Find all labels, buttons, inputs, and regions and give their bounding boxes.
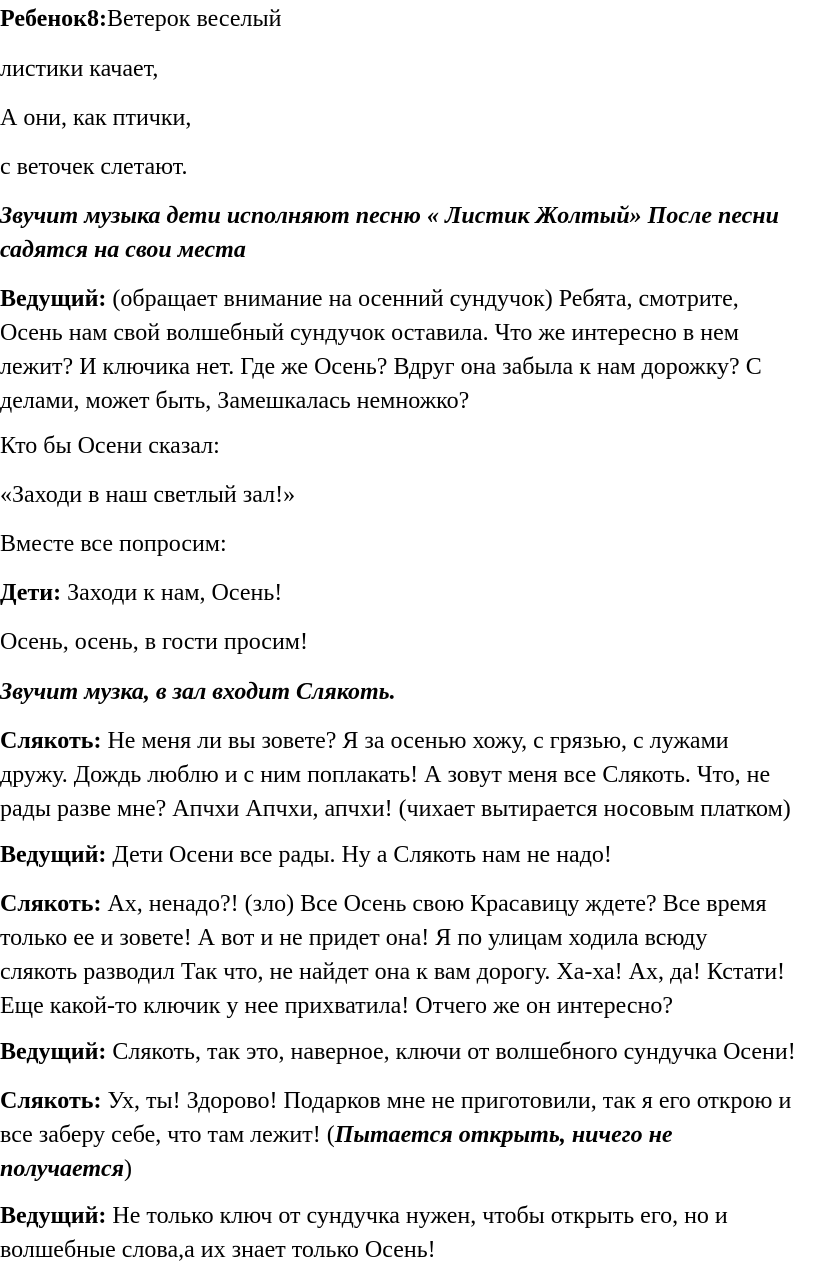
paragraph-slush [0,1084,816,1186]
paragraph-line: Еще какой-то ключик у нее прихватила! Отчего же он интересно? [0,993,674,1019]
paragraph-line [0,724,816,758]
paragraph-line [0,1084,816,1118]
speaker-label: Ведущий: [0,842,107,868]
paragraph-host [0,282,816,418]
paragraph-children [0,576,816,610]
paragraph-host [0,838,816,872]
paragraph-line: дружу. Дождь люблю и с ним поплакать! А зовут меня все Слякоть. Что, не [0,762,771,788]
paragraph-text: Ух, ты! Здорово! Подарков мне не приготовили, так я его открою и [101,1088,792,1114]
paragraph-line: только ее и зовете! А вот и не придет она! Я по улицам ходила всюду [0,925,708,951]
paragraph-text: ) [124,1156,133,1182]
paragraph-line: делами, может быть, Замешкалась немножко? [0,388,470,414]
paragraph-text: Слякоть, так это, наверное, ключи от волшебного сундучка Осени! [106,1039,796,1065]
paragraph-line: волшебные слова,а их знает только Осень! [0,1237,436,1263]
poem-line: А они, как птички, [0,105,192,131]
paragraph-line [0,1118,816,1152]
speaker-label: Слякоть: [0,1088,102,1114]
paragraph-line: слякоть разводил Так что, не найдет она к вам дорогу. Ха-ха! Ах, да! Кстати! [0,959,786,985]
stage-direction: Звучит музка, в зал входит Слякоть. [0,679,396,705]
stage-direction-line: садятся на свои места [0,237,246,263]
paragraph: «Заходи в наш светлый зал!» [0,482,296,508]
speaker-label: Слякоть: [0,728,102,754]
paragraph: Вместе все попросим: [0,531,227,557]
stage-direction-inline: получается [0,1156,125,1182]
paragraph-line [0,1199,816,1233]
poem-line: листики качает, [0,56,159,82]
paragraph-text: Ветерок веселый [106,6,282,32]
speaker-label: Ведущий: [0,1203,107,1229]
paragraph-text: (обращает внимание на осенний сундучок) Ребята, смотрите, [106,286,739,312]
paragraph-line: Осень нам свой волшебный сундучок оставила. Что же интересно в нем [0,320,739,346]
paragraph: Осень, осень, в гости просим! [0,629,308,655]
paragraph-text: Ах, ненадо?! (зло) Все Осень свою Красавицу ждете? Все время [101,891,767,917]
paragraph-text: Не только ключ от сундучка нужен, чтобы открыть его, но и [106,1203,728,1229]
paragraph-line: лежит? И ключика нет. Где же Осень? Вдруг она забыла к нам дорожку? С [0,354,762,380]
speaker-label: Ведущий: [0,1039,107,1065]
speaker-label: Ребенок8: [0,6,107,32]
paragraph-text: Дети Осени все рады. Ну а Слякоть нам не надо! [106,842,612,868]
paragraph-text: Заходи к нам, Осень! [61,580,283,606]
paragraph-slush [0,887,816,1023]
paragraph-host [0,1035,816,1069]
stage-direction [0,199,816,267]
paragraph-text: все заберу себе, что там лежит! ( [0,1122,335,1148]
paragraph-child8 [0,2,816,36]
paragraph-line [0,1152,816,1186]
paragraph-line: рады разве мне? Апчхи Апчхи, апчхи! (чихает вытирается носовым платком) [0,796,791,822]
speaker-label: Дети: [0,580,62,606]
paragraph-slush [0,724,816,826]
paragraph-line [0,282,816,316]
paragraph-host [0,1199,816,1267]
stage-direction-line: Звучит музыка дети исполняют песню « Листик Жолтый» После песни [0,203,779,229]
stage-direction-inline: Пытается открыть, ничего не [334,1122,673,1148]
paragraph-line [0,887,816,921]
paragraph: Кто бы Осени сказал: [0,433,220,459]
speaker-label: Ведущий: [0,286,107,312]
paragraph-text: Не меня ли вы зовете? Я за осенью хожу, с грязью, с лужами [101,728,729,754]
speaker-label: Слякоть: [0,891,102,917]
poem-line: с веточек слетают. [0,154,188,180]
